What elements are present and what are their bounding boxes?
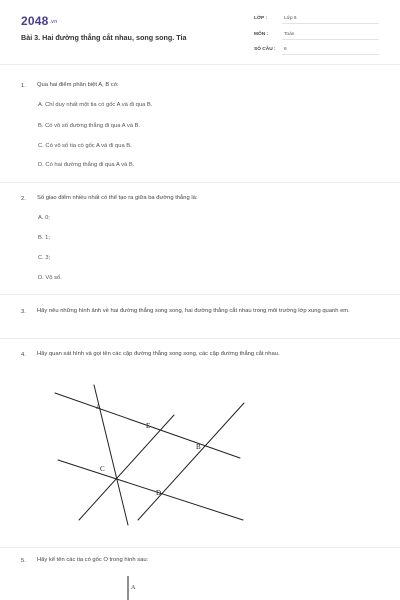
count-label: SỐ CÂU : bbox=[254, 47, 276, 52]
point-label-e: E bbox=[146, 422, 151, 430]
question-1-option-d[interactable]: D. Có hai đường thẳng đi qua A và B. bbox=[38, 162, 135, 168]
question-1-option-a[interactable]: A. Chỉ duy nhất một tia có gốc A và đi qua B. bbox=[38, 102, 153, 108]
question-2-text: Số giao điểm nhiều nhất có thể tạo ra giữa ba đường thẳng là: bbox=[37, 195, 198, 201]
logo-domain: .vn bbox=[49, 19, 58, 25]
question-1-number: 1. bbox=[21, 83, 26, 89]
question-2-option-c[interactable]: C. 3; bbox=[38, 255, 51, 261]
question-4-text: Hãy quan sát hình và gọi tên các cặp đường thẳng song song, các cặp đường thẳng cắt nhau. bbox=[37, 351, 280, 357]
subject-label: MÔN : bbox=[254, 32, 269, 37]
question-3-text: Hãy nêu những hình ảnh về hai đường thẳng song song, hai đường thẳng cắt nhau trong môi trường lớp xung quanh em. bbox=[37, 308, 350, 314]
count-value: 6 bbox=[282, 45, 379, 55]
logo-text: 2048 bbox=[21, 14, 49, 28]
point-label-c: C bbox=[100, 465, 105, 473]
point-label-b: B bbox=[196, 443, 201, 451]
question-2-option-a[interactable]: A. 0; bbox=[38, 215, 50, 221]
point-label-a: A bbox=[131, 585, 136, 591]
question-2-number: 2. bbox=[21, 196, 26, 202]
question-5-number: 5. bbox=[21, 558, 26, 564]
question-1-option-c[interactable]: C. Có vô số tia có gốc A và đi qua B. bbox=[38, 143, 132, 149]
question-4-number: 4. bbox=[21, 352, 26, 358]
subject-value: Toán bbox=[282, 30, 379, 40]
page-title: Bài 3. Hai đường thẳng cắt nhau, song song. Tia bbox=[21, 33, 187, 42]
point-label-d: D bbox=[156, 489, 162, 497]
class-value: Lớp 6 bbox=[282, 14, 379, 24]
question-2-option-b[interactable]: B. 1; bbox=[38, 235, 50, 241]
question-3-number: 3. bbox=[21, 309, 26, 315]
question-1-text: Qua hai điểm phân biệt A, B có: bbox=[37, 82, 119, 88]
point-label-a: A bbox=[96, 403, 102, 411]
question-2-option-d[interactable]: D. Vô số. bbox=[38, 275, 62, 281]
class-label: LỚP : bbox=[254, 16, 268, 21]
question-5-text: Hãy kể tên các tia có gốc O trong hình sau: bbox=[37, 557, 149, 563]
question-1-option-b[interactable]: B. Có vô số đường thẳng đi qua A và B. bbox=[38, 123, 141, 129]
